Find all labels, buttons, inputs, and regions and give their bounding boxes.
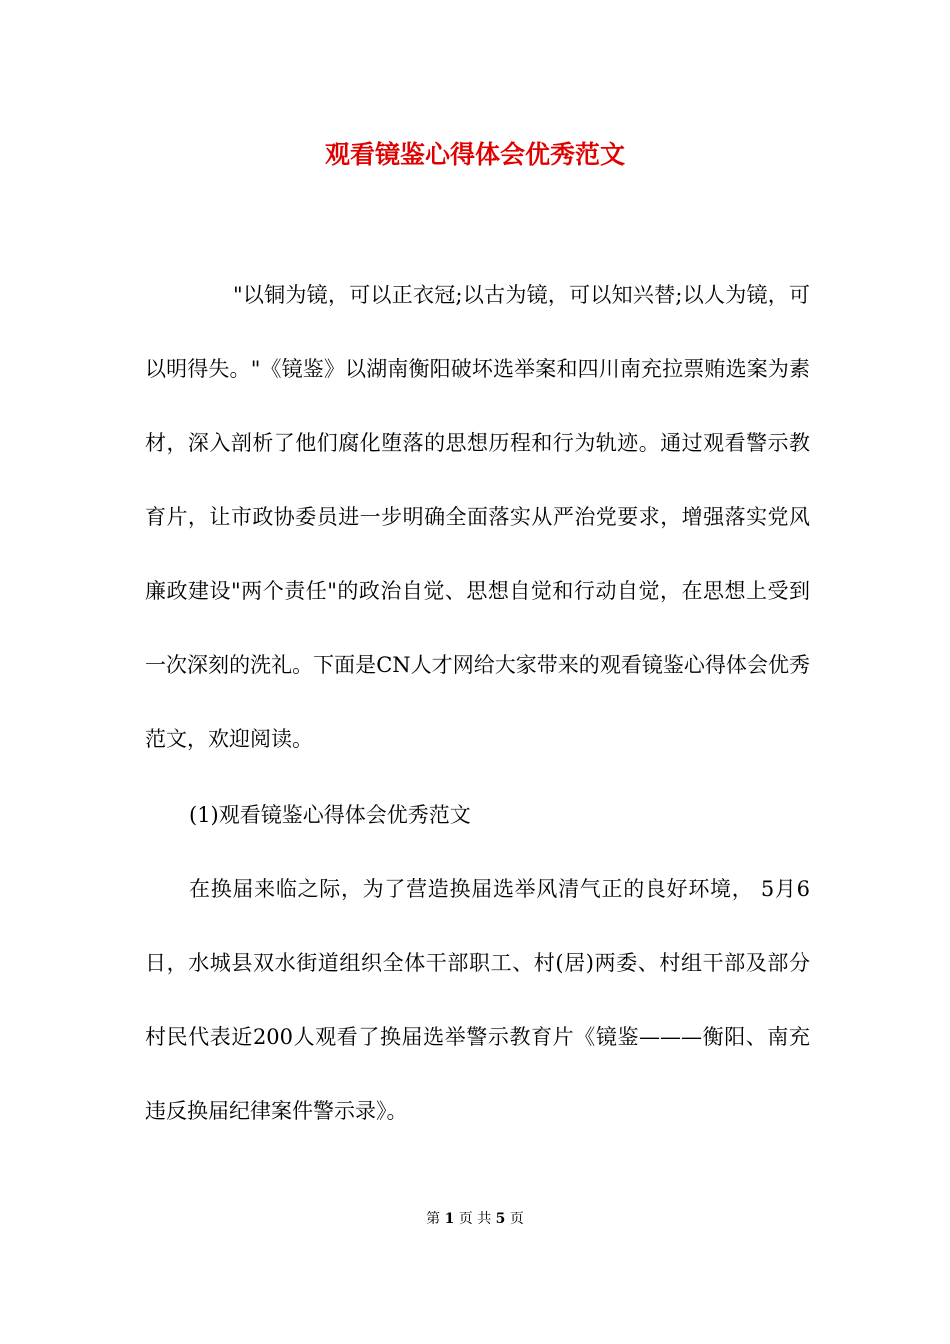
body-paragraph: 在换届来临之际，为了营造换届选举风清气正的良好环境， 5月6日，水城县双水街道组织全体干部职工、村(居)两委、村组干部及部分村民代表近200人观看了换届选举警示教育片《镜鉴———衡阳、南充违反换届纪律案件警示录》。 [145,877,810,1123]
page-footer [0,1208,950,1230]
footer-middle: 页 共 [458,1211,492,1227]
current-page-number: 1 [444,1211,455,1227]
footer-prefix: 第 [426,1211,441,1227]
total-page-number: 5 [495,1211,506,1227]
intro-paragraph: "以铜为镜，可以正衣冠;以古为镜，可以知兴替;以人为镜，可以明得失。"《镜鉴》以湖南衡阳破坏选举案和四川南充拉票贿选案为素材，深入剖析了他们腐化堕落的思想历程和行为轨迹。通过观看警示教育片，让市政协委员进一步明确全面落实从严治党要求，增强落实党风廉政建设"两个责任"的政治自觉、思想自觉和行动自觉，在思想上受到一次深刻的洗礼。下面是CN人才网给大家带来的观看镜鉴心得体会优秀范文，欢迎阅读。 [145,283,810,751]
document-title: 观看镜鉴心得体会优秀范文 [324,140,625,169]
footer-suffix: 页 [509,1211,524,1227]
section-heading: (1)观看镜鉴心得体会优秀范文 [189,803,471,827]
